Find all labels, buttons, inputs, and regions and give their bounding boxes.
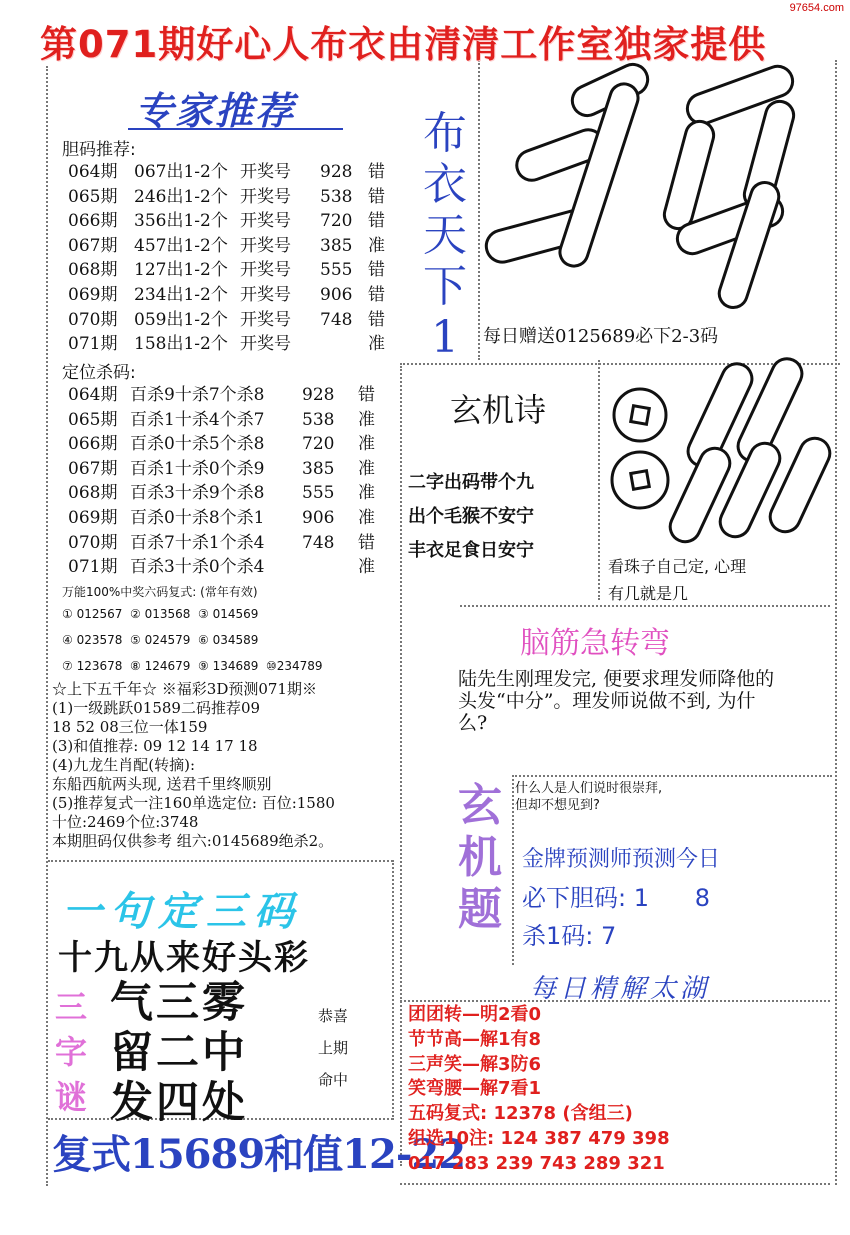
xuanji-ti-label: 玄 机 题 xyxy=(458,780,502,935)
table-row: 071期 百杀3十杀0个杀4 准 xyxy=(68,557,375,578)
hand-drawn-number-image xyxy=(475,60,830,320)
list-item: ⑦ 123678 ⑧ 124679 ⑨ 134689 ⑩234789 xyxy=(62,659,323,673)
brain-teaser-question: 陆先生刚理发完, 便要求理发师降他的头发“中分”。理发师说做不到, 为什么? xyxy=(458,668,775,734)
dingwei-header: 定位杀码: xyxy=(62,363,136,383)
pred-line: 18 52 08三位一体159 xyxy=(52,718,208,736)
xuanji-ti-question: 什么人是人们说时很崇拜, 但却不想见到? xyxy=(515,781,663,813)
pred-line: (1)一级跳跃01589二码推荐09 xyxy=(52,699,261,717)
divider-h5 xyxy=(48,860,393,862)
divider-h3 xyxy=(512,775,832,777)
expert-header: 专家推荐 xyxy=(135,88,296,133)
dan-header: 胆码推荐: xyxy=(62,140,136,160)
taihu-title: 每日精解太湖 xyxy=(530,974,711,1004)
table-row: 068期 127出1-2个 开奖号 555 错 xyxy=(68,260,385,281)
table-row: 066期 356出1-2个 开奖号 720 错 xyxy=(68,211,385,232)
buyi-vertical-title: 布 衣 天 下 1 xyxy=(423,108,467,363)
six-code-list xyxy=(62,601,334,679)
bead-hint: 看珠子自己定, 心理 有几就是几 xyxy=(608,557,747,603)
riddle-lines: 气三雾 留二中 发四处 xyxy=(110,978,248,1128)
table-row: 068期 百杀3十杀9个杀8 555 准 xyxy=(68,483,375,504)
pred-line: 本期胆码仅供参考 组六:0145689绝杀2。 xyxy=(52,832,334,850)
list-item: ① 012567 ② 013568 ③ 014569 xyxy=(62,607,259,621)
table-row: 066期 百杀0十杀5个杀8 720 准 xyxy=(68,434,375,455)
six-code-header: 万能100%中奖六码复式: (常年有效) xyxy=(62,585,258,599)
table-row: 070期 百杀7十杀1个杀4 748 错 xyxy=(68,532,375,553)
page-title: 第071期好心人布衣由清清工作室独家提供 xyxy=(40,23,767,66)
table-row: 065期 百杀1十杀4个杀7 538 准 xyxy=(68,409,375,430)
table-row: 067期 457出1-2个 开奖号 385 准 xyxy=(68,235,385,256)
dan-table xyxy=(68,160,398,357)
one-sentence-text: 十九从来好头彩 xyxy=(58,938,310,978)
table-row: 070期 059出1-2个 开奖号 748 错 xyxy=(68,309,385,330)
xuanji-poem-title: 玄机诗 xyxy=(450,391,547,429)
pred-line: 东船西航两头现, 送君千里终顺别 xyxy=(52,775,272,793)
table-row: 069期 234出1-2个 开奖号 906 错 xyxy=(68,284,385,305)
divider-right xyxy=(835,60,837,1185)
site-watermark: 97654.com xyxy=(789,2,844,14)
congrats-note: 恭喜 上期 命中 xyxy=(318,1007,349,1089)
taihu-lines: 团团转—明2看0 节节高—解1有8 三声笑—解3防6 笑弯腰—解7看1 五码复式: 12378 (含组三) 组选10注: 124 387 479 398 017 283 239 743 289 321 xyxy=(408,1004,670,1174)
pred-line: 十位:2469个位:3748 xyxy=(52,813,199,831)
one-sentence-header: 一句定三码 xyxy=(62,889,302,935)
pred-line: ☆上下五千年☆ ※福彩3D预测071期※ xyxy=(52,680,317,698)
table-row: 069期 百杀0十杀8个杀1 906 准 xyxy=(68,507,375,528)
gold-prediction: 金牌预测师预测今日 必下胆码: 1 8 杀1码: 7 xyxy=(522,847,721,950)
divider-mid xyxy=(400,366,402,1166)
gift-line: 每日赠送0125689必下2-3码 xyxy=(483,326,719,347)
expert-underline xyxy=(128,128,343,130)
xuanji-poem: 二字出码带个九 出个毛猴不安宁 丰衣足食日安宁 xyxy=(408,472,534,561)
table-row: 067期 百杀1十杀0个杀9 385 准 xyxy=(68,458,375,479)
divider-left xyxy=(46,66,48,1186)
divider-bottom xyxy=(400,1183,830,1185)
table-row: 064期 百杀9十杀7个杀8 928 错 xyxy=(68,385,375,405)
brain-teaser-title: 脑筋急转弯 xyxy=(520,626,670,661)
riddle-label: 三 字 谜 xyxy=(55,988,88,1116)
coins-beads-image xyxy=(605,355,835,550)
pred-line: (5)推荐复式一注160单选定位: 百位:1580 xyxy=(52,794,335,812)
divider-xjt xyxy=(512,775,514,965)
pred-line: (4)九龙生肖配(转摘): xyxy=(52,756,196,774)
list-item: ④ 023578 ⑤ 024579 ⑥ 034589 xyxy=(62,633,259,647)
fushi-banner: 复式15689和值12-22 xyxy=(52,1131,466,1178)
table-row: 065期 246出1-2个 开奖号 538 错 xyxy=(68,186,385,207)
dingwei-table xyxy=(68,383,388,580)
table-row: 071期 158出1-2个 开奖号 准 xyxy=(68,334,385,355)
divider-riddle xyxy=(392,860,394,1120)
table-row: 064期 067出1-2个 开奖号 928 错 xyxy=(68,162,385,182)
divider-coins xyxy=(598,360,600,600)
pred-line: (3)和值推荐: 09 12 14 17 18 xyxy=(52,737,258,755)
prediction-block xyxy=(52,680,335,851)
